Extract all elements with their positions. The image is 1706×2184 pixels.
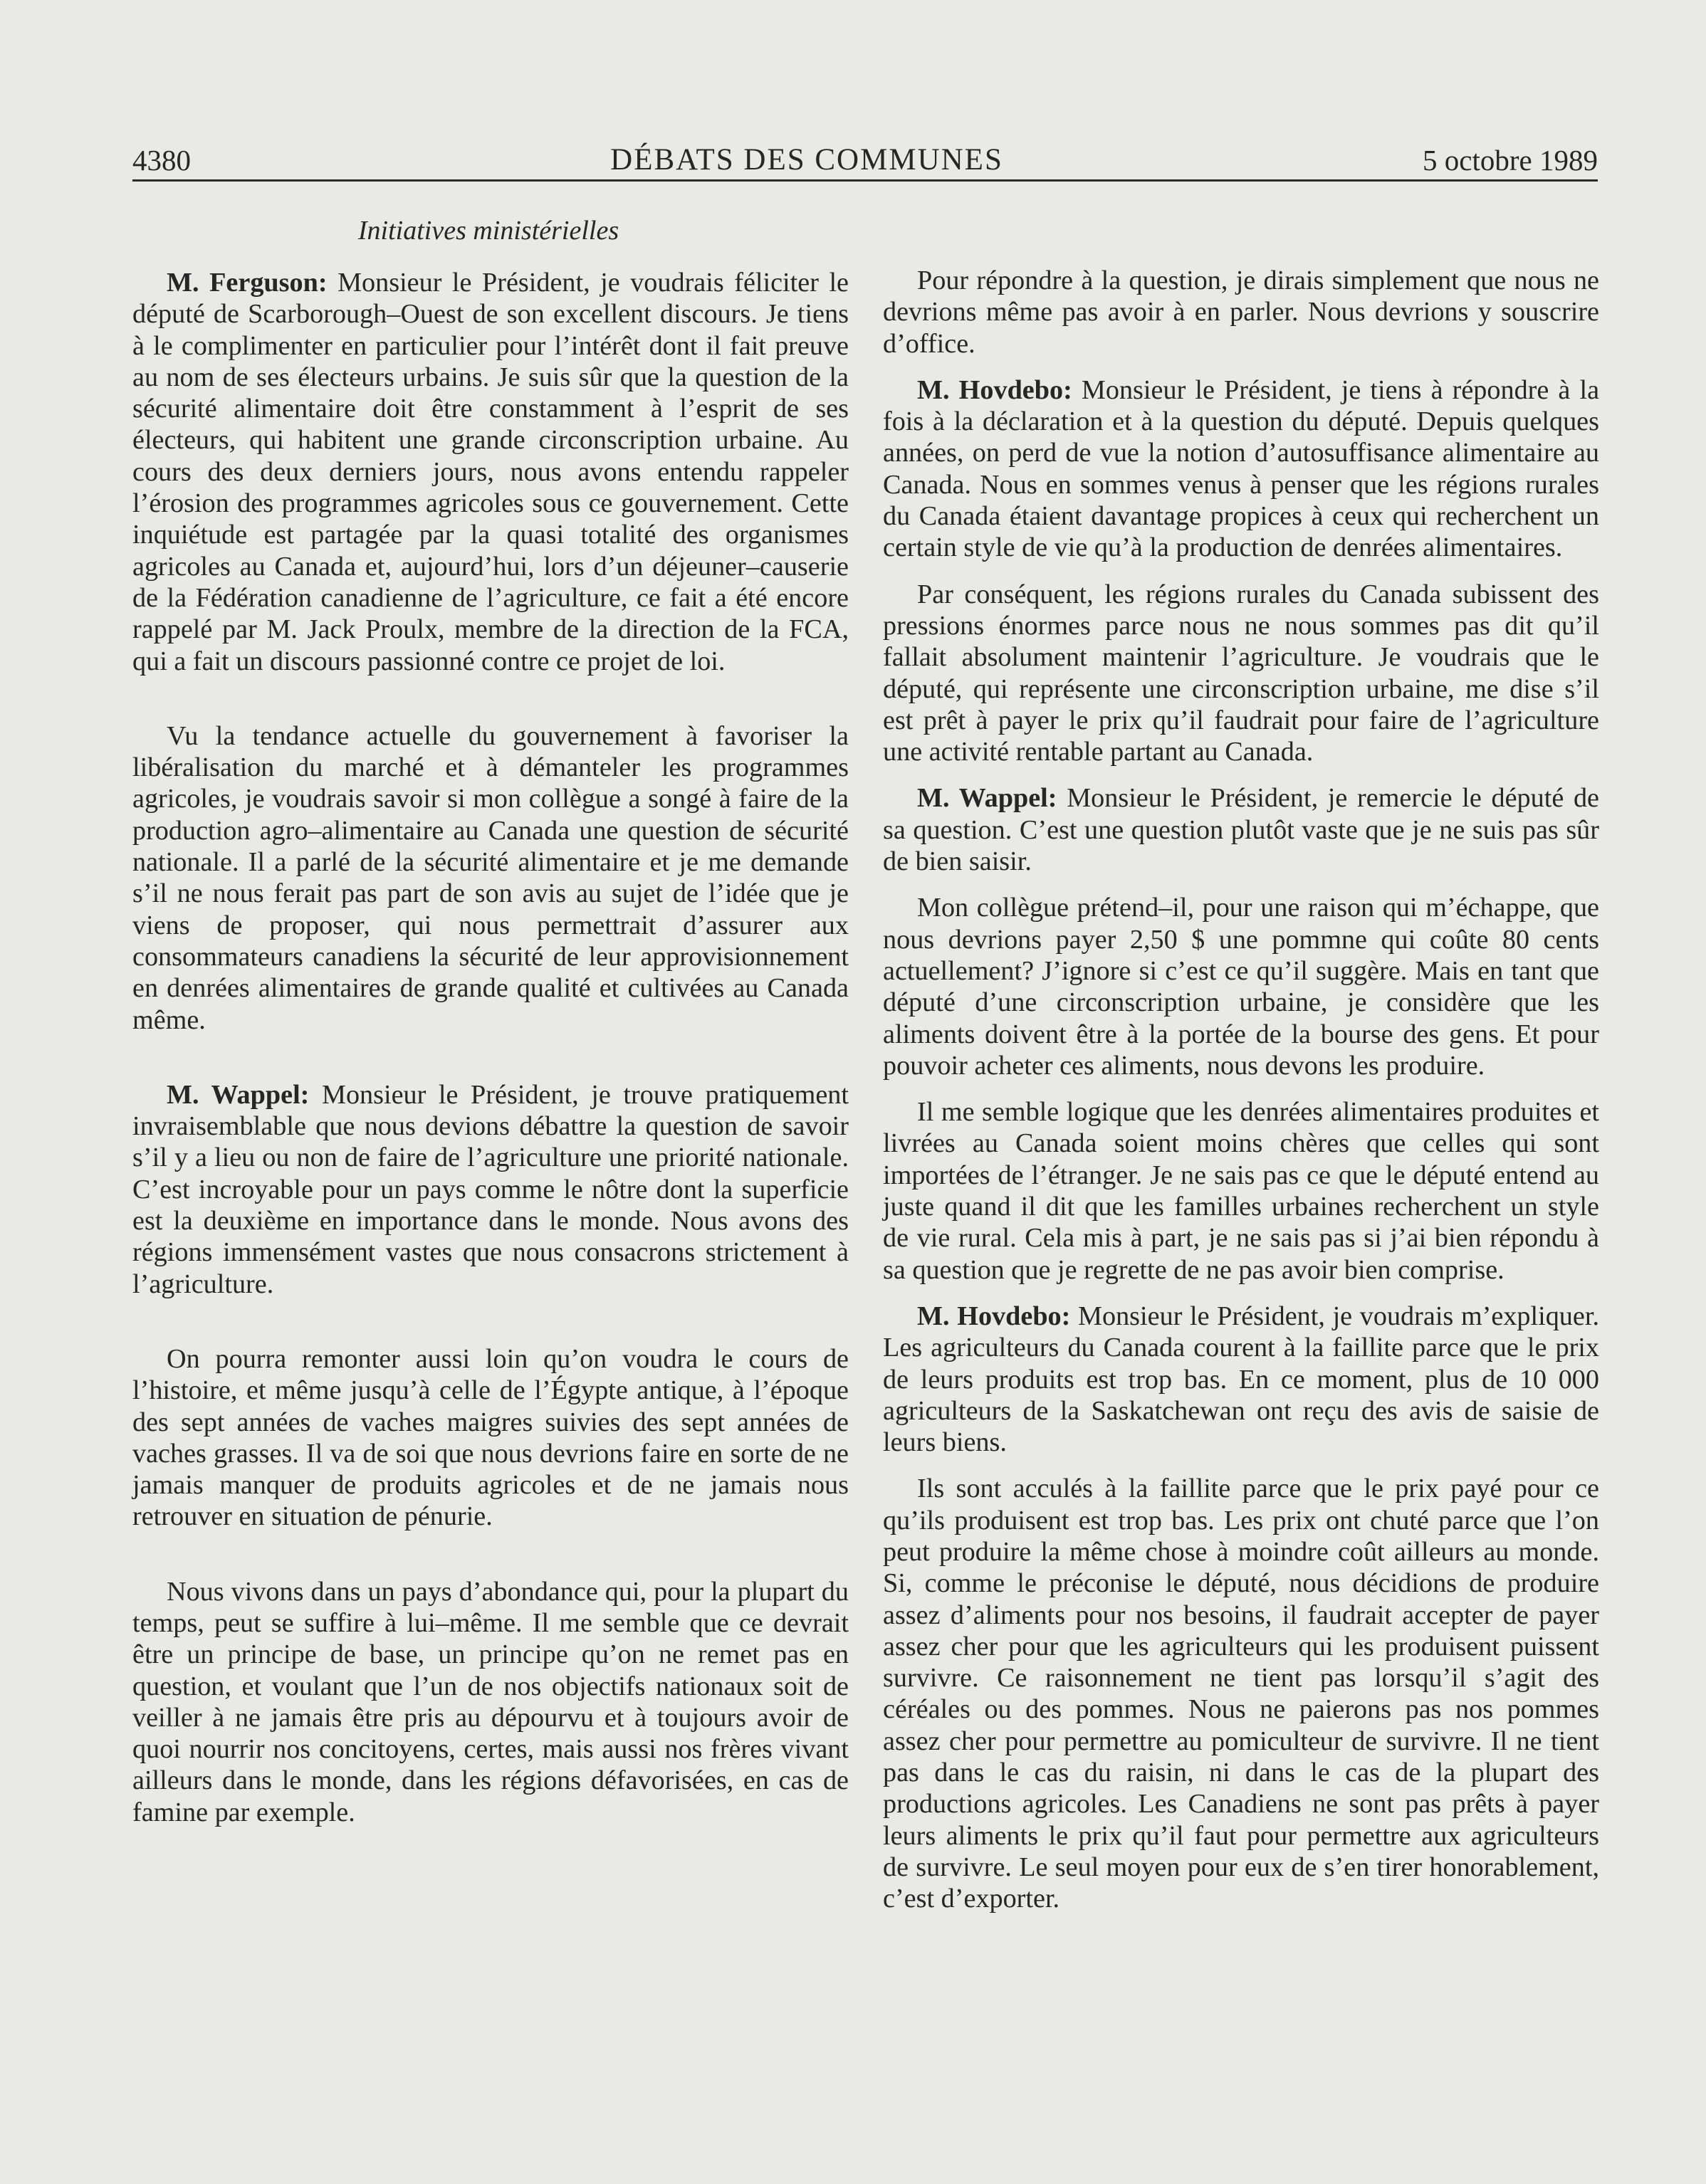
paragraph	[132, 267, 849, 677]
left-column	[132, 267, 849, 1843]
paragraph	[132, 1576, 849, 1828]
header-rule	[132, 179, 1598, 182]
paragraph	[883, 265, 1599, 359]
paragraph-text: Monsieur le Président, je voudrais féliciter le député de Scarborough–Ouest de son excellent discours. Je tiens à le complimenter en particulier pour l’intérêt dont il fait preuve au nom de ses électeurs urbains. Je suis sûr que la question de la sécurité alimentaire doit être constamment à l’esprit de ses électeurs, qui habitent une grande circonscription urbaine. Au cours des deux derniers jours, nous avons entendu rappeler l’érosion des programmes agricoles sous ce gouvernement. Cette inquiétude est partagée par la quasi totalité des organismes agricoles au Canada et, aujourd’hui, lors d’un déjeuner–causerie de la Fédération canadienne de l’agriculture, ce fait a été encore rappelé par M. Jack Proulx, membre de la direction de la FCA, qui a fait un discours passionné contre ce projet de loi.	[132, 268, 849, 676]
paragraph	[132, 1079, 849, 1300]
paragraph-text: Monsieur le Président, je remercie le député de sa question. C’est une question plutôt vaste que je ne suis pas sûr de bien saisir.	[883, 783, 1599, 877]
paragraph-text: Vu la tendance actuelle du gouvernement à favoriser la libéralisation du marché et à démanteler les programmes agricoles, je voudrais savoir si mon collègue a songé à faire de la production agro–alimentaire au Canada une question de sécurité nationale. Il a parlé de la sécurité alimentaire et je me demande s’il ne nous ferait pas part de son avis au sujet de l’idée que je viens de proposer, qui nous permettrait d’assurer aux consommateurs canadiens la sécurité de leur approvisionnement en denrées alimentaires de grande qualité et cultivées au Canada même.	[132, 720, 849, 1035]
speaker-name: M. Wappel:	[167, 1079, 310, 1110]
speaker-name: M. Ferguson:	[167, 268, 328, 298]
speaker-name: M. Hovdebo:	[917, 374, 1072, 405]
right-column	[883, 265, 1599, 1930]
paragraph	[883, 579, 1599, 768]
paragraph	[883, 374, 1599, 564]
paragraph-text: Nous vivons dans un pays d’abondance qui, pour la plupart du temps, peut se suffire à lui–même. Il me semble que ce devrait être un principe de base, un principe qu’on ne remet pas en question, et voulant que l’un de nos objectifs nationaux soit de veiller à ne jamais être pris au dépourvu et à toujours avoir de quoi nourrir nos concitoyens, certes, mais aussi nos frères vivant ailleurs dans le monde, dans les régions défavorisées, en cas de famine par exemple.	[132, 1576, 849, 1827]
paragraph-text: Ils sont acculés à la faillite parce que le prix payé pour ce qu’ils produisent est trop bas. Les prix ont chuté parce que l’on peut produire la même chose à moindre coût ailleurs au monde. Si, comme le préconise le député, nous décidions de produire assez d’aliments pour nos besoins, il faudrait accepter de payer assez cher pour que les agriculteurs qui les produisent puissent survivre. Ce raisonnement ne tient pas lorsqu’il s’agit des céréales ou des pommes. Nous ne paierons pas nos pommes assez cher pour permettre au pomiculteur de survivre. Il ne tient pas dans le cas du raisin, ni dans le cas de la plupart des productions agricoles. Les Canadiens ne sont pas prêts à payer leurs aliments le prix qu’il faut pour permettre aux agriculteurs de survivre. Le seul moyen pour eux de s’en tirer honorablement, c’est d’exporter.	[883, 1474, 1599, 1914]
paragraph-text: Par conséquent, les régions rurales du Canada subissent des pressions énormes parce nous ne nous sommes pas dit qu’il fallait absolument maintenir l’agriculture. Je voudrais que le député, qui représente une circonscription urbaine, me dise s’il est prêt à payer le prix qu’il faudrait pour faire de l’agriculture une activité rentable partant au Canada.	[883, 579, 1599, 767]
speaker-name: M. Hovdebo:	[917, 1301, 1071, 1331]
paragraph-text: Mon collègue prétend–il, pour une raison qui m’échappe, que nous devrions payer 2,50 $ une pommne qui coûte 80 cents actuellement? J’ignore si c’est ce qu’il suggère. Mais en tant que député d’une circonscription urbaine, je considère que les aliments doivent être à la portée de la bourse des gens. Et pour pouvoir acheter ces aliments, nous devons les produire.	[883, 893, 1599, 1081]
page-header	[132, 134, 1598, 175]
publication-title: DÉBATS DES COMMUNES	[610, 143, 1003, 177]
paragraph-text: On pourra remonter aussi loin qu’on voudra le cours de l’histoire, et même jusqu’à celle de l’Égypte antique, à l’époque des sept années de vaches maigres suivies des sept années de vaches grasses. Il va de soi que nous devrions faire en sorte de ne jamais manquer de produits agricoles et de ne jamais nous retrouver en situation de pénurie.	[132, 1343, 849, 1532]
paragraph	[132, 1343, 849, 1533]
paragraph-text: Monsieur le Président, je tiens à répondre à la fois à la déclaration et à la question du député. Depuis quelques années, on perd de vue la notion d’autosuffisance alimentaire au Canada. Nous en sommes venus à penser que les régions rurales du Canada étaient davantage propices à ceux qui recherchent un certain style de vie qu’à la production de denrées alimentaires.	[883, 374, 1600, 563]
paragraph	[883, 1473, 1599, 1914]
section-label: Initiatives ministérielles	[357, 216, 619, 246]
publication-date: 5 octobre 1989	[1423, 144, 1598, 177]
paragraph-text: Monsieur le Président, je voudrais m’expliquer. Les agriculteurs du Canada courent à la faillite parce que le prix de leurs produits est trop bas. En ce moment, plus de 10 000 agriculteurs de la Saskatchewan ont reçu des avis de saisie de leurs biens.	[883, 1301, 1600, 1458]
paragraph	[883, 1301, 1599, 1458]
paragraph-text: Il me semble logique que les denrées alimentaires produites et livrées au Canada soient moins chères que celles qui sont importées de l’étranger. Je ne sais pas ce que le député entend au juste quand il dit que les familles urbaines recherchent un style de vie rural. Cela mis à part, je ne sais pas si j’ai bien répondu à sa question que je regrette de ne pas avoir bien comprise.	[883, 1097, 1599, 1285]
paragraph-text: Monsieur le Président, je trouve pratiquement invraisemblable que nous devions débattre la question de savoir s’il y a lieu ou non de faire de l’agriculture une priorité nationale. C’est incroyable pour un pays comme le nôtre dont la superficie est la deuxième en importance dans le monde. Nous avons des régions immensément vastes que nous consacrons strictement à l’agriculture.	[132, 1079, 849, 1299]
paragraph	[883, 1096, 1599, 1286]
paragraph	[883, 892, 1599, 1081]
speaker-name: M. Wappel:	[917, 783, 1057, 814]
page-number: 4380	[132, 144, 191, 177]
paragraph	[883, 782, 1599, 877]
paragraph	[132, 720, 849, 1036]
paragraph-text: Pour répondre à la question, je dirais simplement que nous ne devrions même pas avoir à en parler. Nous devrions y souscrire d’office.	[883, 266, 1599, 359]
